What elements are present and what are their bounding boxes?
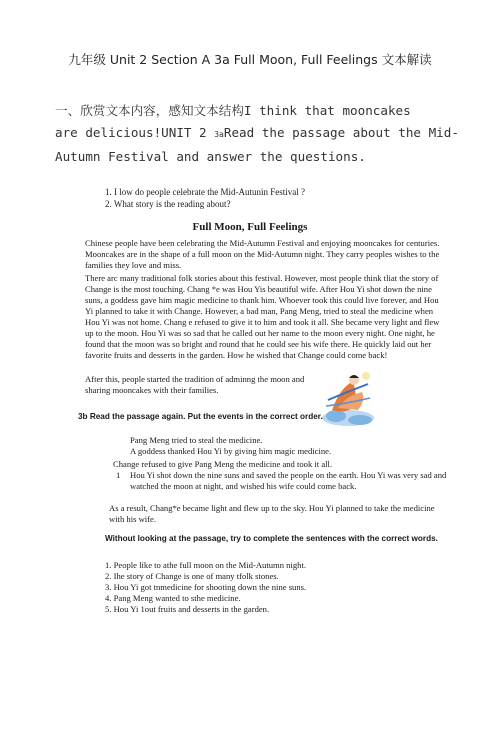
fill-item: 1. People like to athe full moon on the Mid-Autumn night. (105, 560, 306, 570)
event-item (109, 503, 444, 525)
article-title: Full Moon, Full Feelings (192, 221, 308, 233)
intro-text (55, 100, 475, 168)
question-2: 2. What story is the reading about? (105, 199, 231, 209)
fill-item: 5. Hou Yi 1out fruits and desserts in the garden. (105, 604, 270, 614)
question-1: 1. I low do people celebrate the Mid-Autunin Festival ? (105, 187, 305, 197)
event-item: Hou Yi shot down the nine suns and saved the people on the earth. Hou Yi was very sad and watched the moon at night, and wished his wife could come back. (130, 470, 447, 491)
fill-item: 3. Hou Yi got tnmedicine for shooting down the nine suns. (105, 582, 307, 592)
fill-item: 2. Ihe story of Change is one of many tfolk stones. (105, 571, 279, 581)
intro-line-2-rest: Read the passage about the Mid- (223, 125, 459, 140)
intro-line-2 (55, 122, 475, 146)
intro-line-2-start: are delicious!UNIT 2 (55, 125, 215, 140)
event-item-text: As a result, Chang*e became light and flew up to the sky. Hou Yi planned to take the medicine with his wife. (109, 503, 435, 524)
intro-line-1: 一、欣赏文本内容，感知文本结构I think that mooncakes (55, 103, 411, 118)
intro-line-2-sub: 3a (214, 130, 224, 139)
event-item: A goddess thanked Hou Yi by giving him magic medicine. (130, 446, 332, 456)
event-number: 1 (116, 470, 121, 480)
section-3b-heading: 3b Read the passage again. Put the events in the correct order. (78, 412, 323, 421)
event-item: Change refused to give Pang Meng the medicine and took it all. (113, 459, 333, 469)
page-title: 九年级 Unit 2 Section A 3a Full Moon, Full Feelings 文本解读 (68, 52, 432, 67)
article-paragraph-3: After this, people started the tradition of adminng the moon and sharing mooncakes with their families. (85, 374, 305, 395)
section-fill-heading: Without looking at the passage, try to complete the sentences with the correct words. (105, 534, 438, 543)
event-item: Pang Meng tried to steal the medicine. (130, 435, 263, 445)
article-paragraph-1: Chinese people have been celebrating the Mid-Autumn Festival and enjoying mooncakes for centuries. Mooncakes are in the shape of a full moon on the Mid-Autumn night. They carry peoples wishes to the families they love and miss. (85, 238, 440, 270)
fill-item: 4. Pang Meng wanted to sthe medicine. (105, 593, 241, 603)
article-paragraph-2: There arc many traditional folk stories about this festival. However, most people think tliat the story of Change is the most touching. Chang *e was Hou Yis beautiful wife. After Hou Yi shot down the nine suns, a goddess gave him magic medicine to thank him. Whoever took this could live forever, and Hou Yi planned to take it with Change. However, a bad man, Pang Meng, tried to steal the medicine when Hou Yi was not home. Chang e refused to give it to him and took it all. She became very light and flew up to the moon. Hou Yi was so sad that he called out her name to the moon every night. One night, he found that the moon was so bright and round that he could see his wife there. He quickly laid out her favorite fruits and desserts in the garden. How he wished that Change could come back! (85, 273, 440, 360)
intro-line-3: Autumn Festival and answer the questions. (55, 149, 366, 164)
